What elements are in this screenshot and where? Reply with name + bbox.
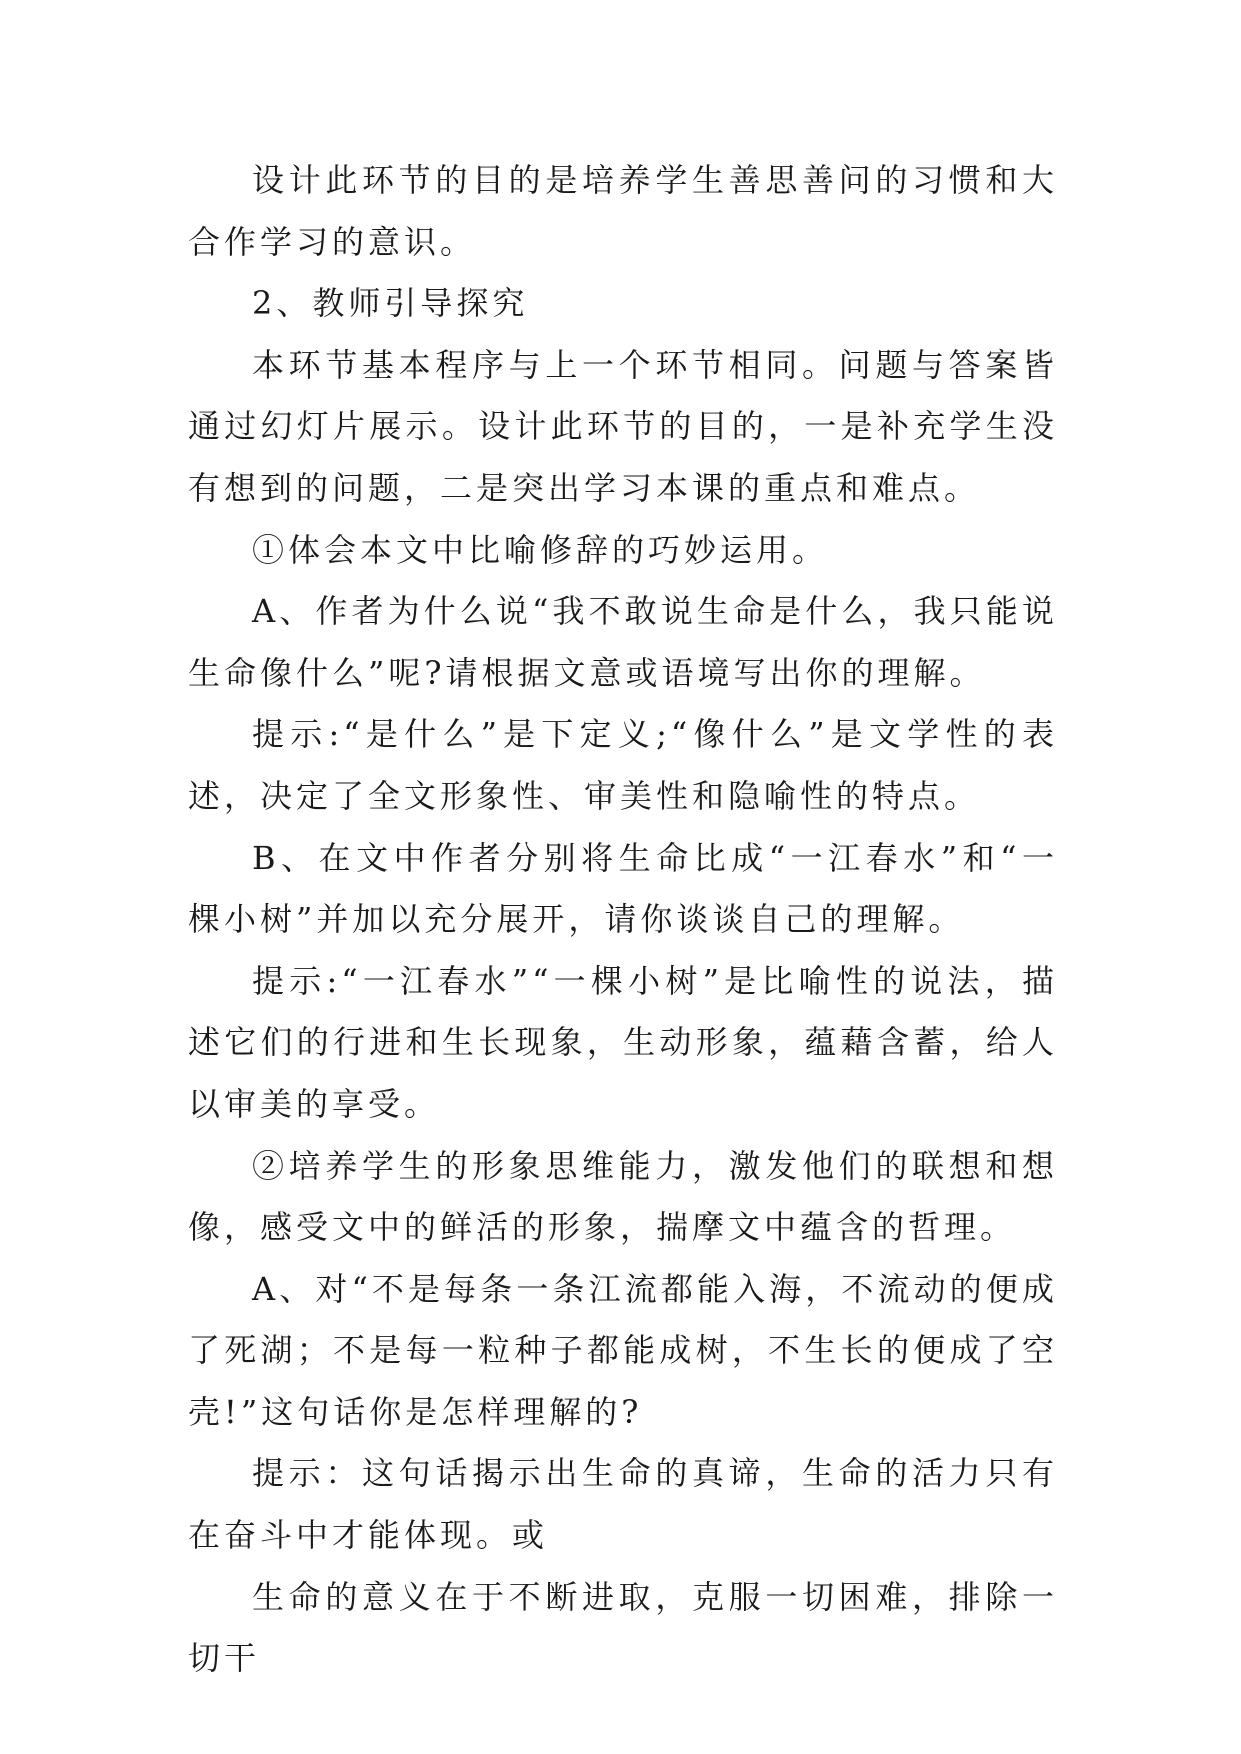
point-heading-1: ①体会本文中比喻修辞的巧妙运用。 [252,530,829,569]
question-a-2: A、对“不是每条一条江流都能入海，不流动的便成了死湖；不是每一粒种子都能成树，不生长的便成了空壳!”这句话你是怎样理解的? [188,1269,1058,1431]
point-heading-2: ②培养学生的形象思维能力，激发他们的联想和想像，感受文中的鲜活的形象，揣摩文中蕴含的哲理。 [188,1146,1058,1247]
question-b-1: B、在文中作者分别将生命比成“一江春水”和“一棵小树”并加以充分展开，请你谈谈自己的理解。 [188,838,1058,939]
paragraph-purpose: 设计此环节的目的是培养学生善思善问的习惯和大合作学习的意识。 [188,161,1058,261]
hint-a-1: 提示:“是什么”是下定义;“像什么”是文学性的表述，决定了全文形象性、审美性和隐喻性的特点。 [188,715,1058,815]
paragraph-procedure: 本环节基本程序与上一个环节相同。问题与答案皆通过幻灯片展示。设计此环节的目的，一是补充学生没有想到的问题，二是突出学习本课的重点和难点。 [188,345,1058,507]
section-heading: 2、教师引导探究 [252,284,529,323]
hint-b-1: 提示:“一江春水”“一棵小树”是比喻性的说法，描述它们的行进和生长现象，生动形象，蕴藉含蓄，给人以审美的享受。 [188,961,1058,1123]
paragraph-continuation: 生命的意义在于不断进取，克服一切困难，排除一切干 [188,1577,1058,1678]
hint-a-2: 提示：这句话揭示出生命的真谛，生命的活力只有在奋斗中才能体现。或 [188,1454,1058,1555]
question-a-1: A、作者为什么说“我不敢说生命是什么，我只能说生命像什么”呢?请根据文意或语境写出你的理解。 [188,592,1058,692]
body-text [188,150,1058,1690]
